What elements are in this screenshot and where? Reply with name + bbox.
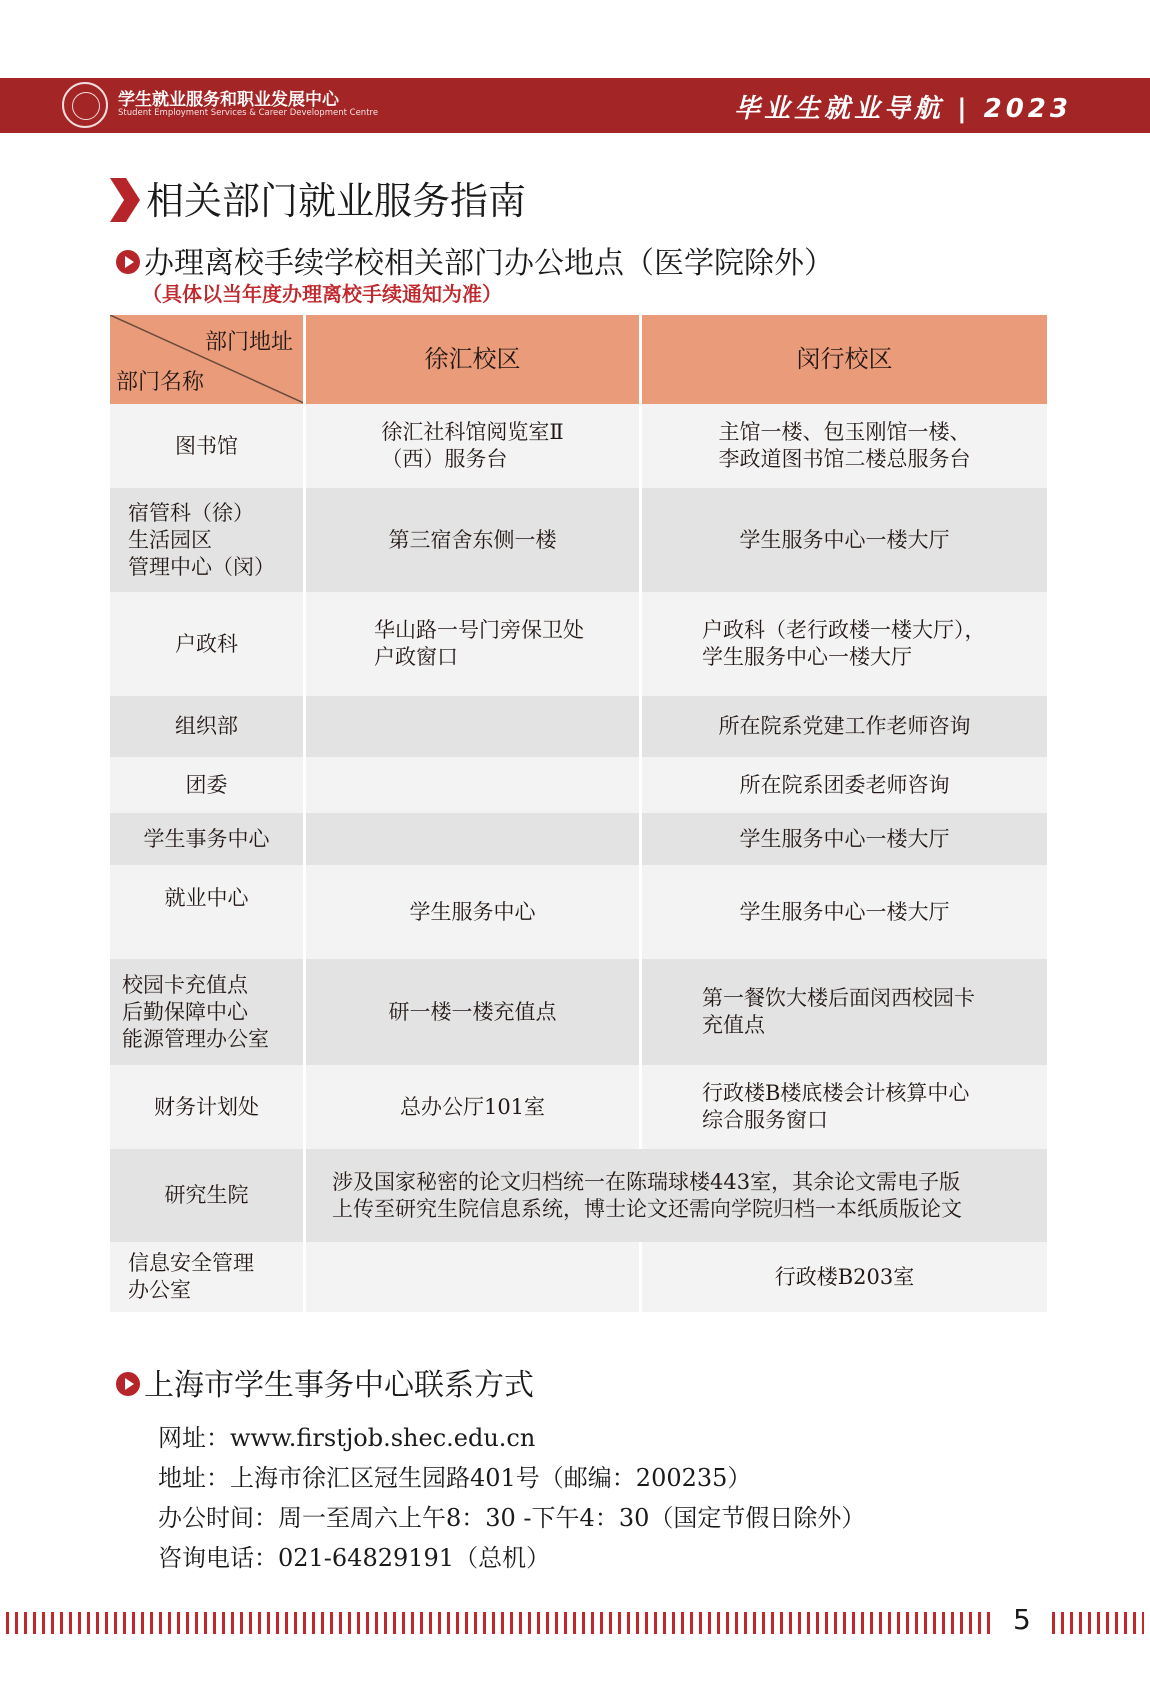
xuhui-cell: 研一楼一楼充值点 <box>306 959 642 1065</box>
xuhui-cell <box>306 813 642 865</box>
dept-line: 宿管科（徐） <box>128 500 254 525</box>
minhang-line: 主馆一楼、包玉刚馆一楼、 <box>718 420 971 444</box>
dept-cell: 图书馆 <box>110 404 306 488</box>
minhang-cell <box>642 959 1047 1065</box>
dept-line: 管理中心（闵） <box>128 554 275 579</box>
dept-line: 办公室 <box>128 1278 191 1302</box>
minhang-line: 学生服务中心一楼大厅 <box>702 645 912 669</box>
minhang-cell: 所在院系党建工作老师咨询 <box>718 714 971 738</box>
minhang-line: 行政楼B楼底楼会计核算中心 <box>702 1081 970 1105</box>
header-address-label: 部门地址 <box>204 330 293 355</box>
guide-title <box>734 88 1072 125</box>
chevron-right-icon <box>108 176 142 224</box>
header-dept-label: 部门名称 <box>116 370 205 395</box>
dept-cell: 组织部 <box>110 696 306 757</box>
footer-tick-rule-left <box>6 1612 996 1634</box>
table-row <box>110 404 1047 488</box>
contact-title: 上海市学生事务中心联系方式 <box>144 1368 534 1403</box>
minhang-cell: 学生服务中心一楼大厅 <box>739 527 950 552</box>
dept-cell: 财务计划处 <box>110 1065 306 1149</box>
play-circle-icon <box>116 1372 140 1396</box>
xuhui-cell: 总办公厅101室 <box>306 1065 642 1149</box>
dept-cell <box>110 959 306 1065</box>
contact-address: 地址：上海市徐汇区冠生园路401号（邮编：200235） <box>158 1464 752 1492</box>
xuhui-cell: 学生服务中心 <box>306 865 642 959</box>
section-title: 相关部门就业服务指南 <box>146 179 527 223</box>
contact-website: 网址：www.firstjob.shec.edu.cn <box>158 1424 536 1452</box>
xuhui-cell <box>306 404 642 488</box>
minhang-cell <box>642 404 1047 488</box>
merged-line: 上传至研究生院信息系统，博士论文还需向学院归档一本纸质版论文 <box>332 1196 962 1221</box>
guide-year: 2023 <box>983 94 1072 124</box>
dept-cell <box>110 488 306 592</box>
header-minhang: 闵行校区 <box>796 345 893 373</box>
page-number: 5 <box>1013 1603 1031 1636</box>
play-circle-icon <box>116 250 140 274</box>
contact-hours: 办公时间：周一至周六上午8：30 -下午4：30（国定节假日除外） <box>158 1504 866 1532</box>
xuhui-line: 徐汇社科馆阅览室Ⅱ <box>381 420 564 444</box>
table-row <box>110 592 1047 696</box>
offices-title: 办理离校手续学校相关部门办公地点（医学院除外） <box>144 246 834 281</box>
offices-table <box>110 315 1047 1312</box>
header-band <box>0 78 1150 133</box>
table-row <box>110 865 1047 959</box>
xuhui-line: 华山路一号门旁保卫处 <box>374 618 584 642</box>
minhang-cell: 学生服务中心一楼大厅 <box>739 899 950 924</box>
merged-line: 涉及国家秘密的论文归档统一在陈瑞球楼443室，其余论文需电子版 <box>332 1169 961 1194</box>
offices-note: （具体以当年度办理离校手续通知为准） <box>142 282 502 306</box>
xuhui-cell <box>306 592 642 696</box>
table-row <box>110 488 1047 592</box>
xuhui-cell <box>306 757 642 813</box>
contact-phone: 咨询电话：021-64829191（总机） <box>158 1544 551 1572</box>
dept-line: 信息安全管理 <box>128 1251 254 1275</box>
table-row <box>110 1242 1047 1312</box>
xuhui-cell: 第三宿舍东侧一楼 <box>306 488 642 592</box>
minhang-cell: 行政楼B203室 <box>774 1264 915 1289</box>
dept-line: 校园卡充值点 <box>122 972 248 997</box>
merged-cell <box>306 1149 1047 1242</box>
org-name-cn: 学生就业服务和职业发展中心 <box>118 90 339 110</box>
minhang-line: 李政道图书馆二楼总服务台 <box>718 447 971 471</box>
footer-tick-rule-right <box>1052 1612 1144 1634</box>
dept-cell: 户政科 <box>110 592 306 696</box>
dept-cell <box>110 1242 306 1312</box>
guide-title-text: 毕业生就业导航 <box>734 94 945 124</box>
dept-line: 能源管理办公室 <box>122 1026 269 1051</box>
xuhui-line: （西）服务台 <box>381 447 508 471</box>
dept-cell: 就业中心 <box>110 865 306 959</box>
header-xuhui: 徐汇校区 <box>306 315 642 404</box>
xuhui-line: 户政窗口 <box>374 645 458 669</box>
university-seal-icon <box>62 82 108 128</box>
title-divider: | <box>944 94 984 124</box>
dept-line: 生活园区 <box>128 527 212 552</box>
table-row <box>110 696 1047 757</box>
dept-cell: 研究生院 <box>110 1149 306 1242</box>
xuhui-cell <box>306 1242 642 1312</box>
minhang-line: 综合服务窗口 <box>702 1108 828 1132</box>
minhang-line: 充值点 <box>702 1013 765 1037</box>
minhang-cell <box>642 592 1047 696</box>
xuhui-cell <box>306 696 642 757</box>
dept-line: 后勤保障中心 <box>122 999 248 1024</box>
table-row <box>110 1065 1047 1149</box>
dept-cell: 学生事务中心 <box>110 813 306 865</box>
header-diagonal-cell <box>110 315 306 404</box>
minhang-line: 户政科（老行政楼一楼大厅）， <box>702 618 986 642</box>
minhang-cell: 所在院系团委老师咨询 <box>739 772 950 797</box>
table-header-row <box>110 315 1047 404</box>
dept-cell: 团委 <box>110 757 306 813</box>
table-row <box>110 813 1047 865</box>
org-name-en: Student Employment Services & Career Development Centre <box>118 108 379 118</box>
table-row <box>110 757 1047 813</box>
minhang-line: 第一餐饮大楼后面闵西校园卡 <box>702 986 975 1010</box>
table-row <box>110 959 1047 1065</box>
minhang-cell <box>642 1065 1047 1149</box>
minhang-cell: 学生服务中心一楼大厅 <box>739 826 950 851</box>
table-row <box>110 1149 1047 1242</box>
